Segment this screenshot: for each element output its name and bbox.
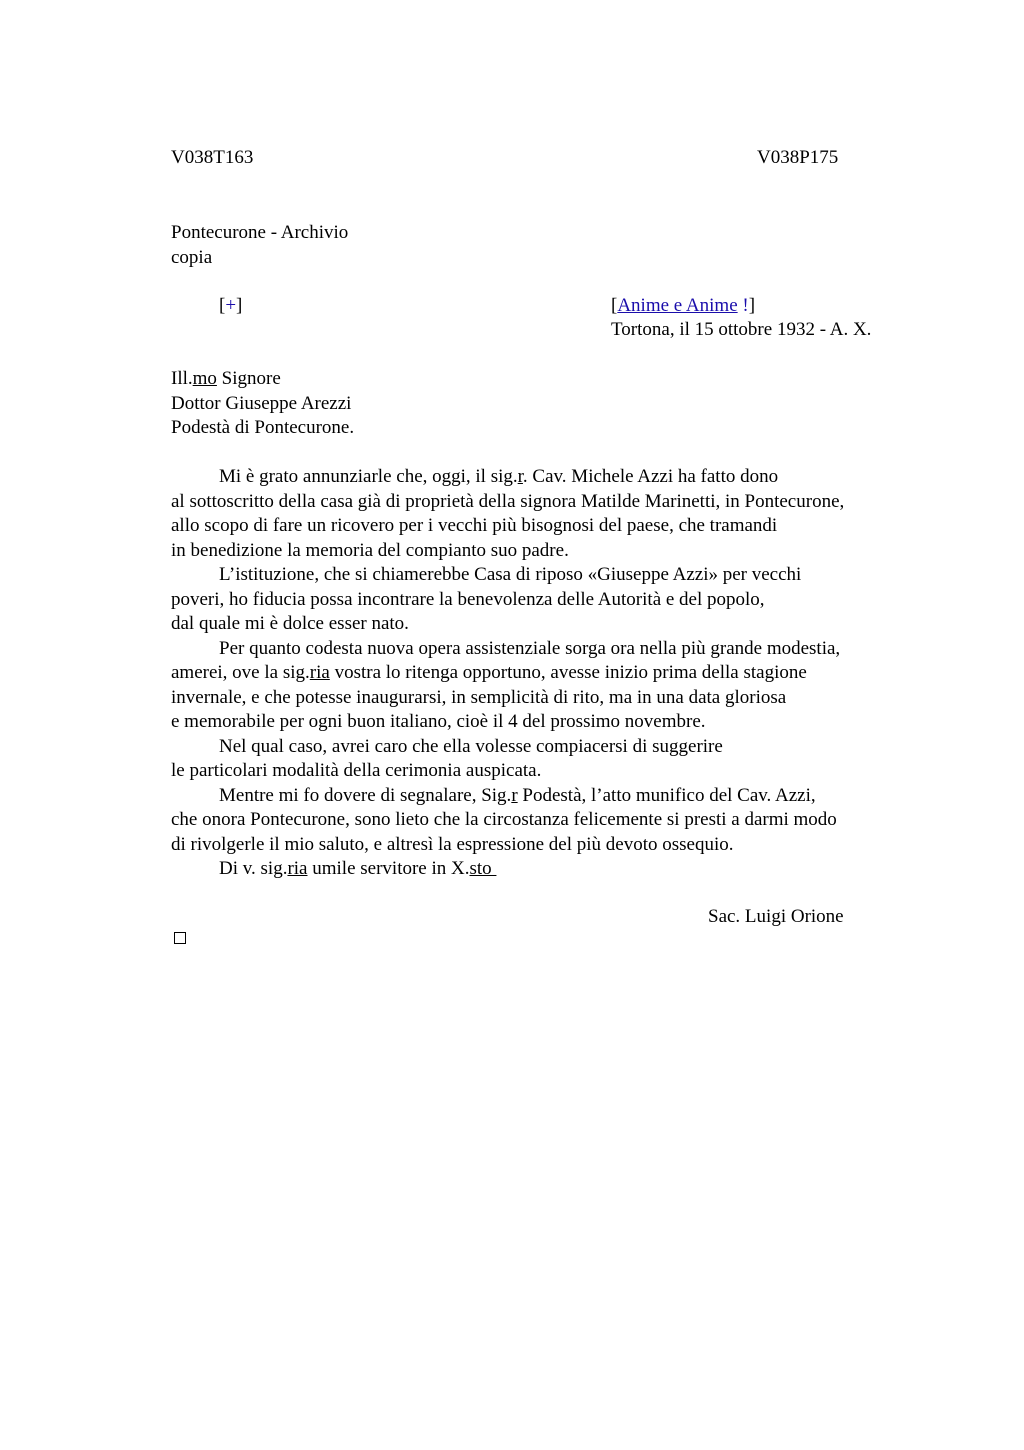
- body-line: L’istituzione, che si chiamerebbe Casa di riposo «Giuseppe Azzi» per vecchi: [219, 564, 802, 585]
- addressee-title-prefix: Ill.: [171, 368, 193, 389]
- bracket-open: [: [219, 295, 226, 316]
- text-run: vostra lo ritenga opportuno, avesse inizio prima della stagione: [329, 662, 807, 683]
- text-run: Podestà, l’atto munifico del Cav. Azzi,: [517, 784, 816, 806]
- expand-link[interactable]: +: [225, 295, 237, 316]
- body-line: che onora Pontecurone, sono lieto che la circostanza felicemente si presti a darmi modo: [171, 809, 837, 830]
- text-run: . Cav. Michele Azzi ha fatto dono: [522, 466, 779, 487]
- text-run: Di v. sig.: [219, 858, 288, 879]
- expand-link-group: [219, 294, 242, 319]
- text-run: amerei, ove la sig.: [171, 662, 310, 683]
- text-run: Mentre mi fo dovere di segnalare, Sig.: [219, 784, 512, 806]
- letter-body: [171, 465, 844, 882]
- body-line: al sottoscritto della casa già di proprietà della signora Matilde Marinetti, in Pontecurone,: [171, 490, 845, 512]
- body-line: [171, 784, 844, 809]
- body-line: le particolari modalità della cerimonia auspicata.: [171, 760, 542, 781]
- archive-location: Pontecurone - Archivio: [171, 222, 349, 243]
- checkbox-icon: [174, 932, 186, 944]
- body-line: di rivolgerle il mio saluto, e altresì la espressione del più devoto ossequio.: [171, 833, 734, 855]
- addressee-title-suffix: Signore: [216, 368, 281, 389]
- abbr-run: r: [517, 466, 523, 487]
- text-run: umile servitore in X.: [307, 858, 470, 879]
- bracket-close: ]: [236, 295, 243, 316]
- bracket-open: [: [611, 295, 618, 316]
- dateline: Tortona, il 15 ottobre 1932 - A. X.: [611, 319, 872, 340]
- addressee-title-abbr: mo: [192, 368, 217, 389]
- anime-link-group: [611, 294, 755, 319]
- archive-copy-label: copia: [171, 246, 213, 268]
- body-line: in benedizione la memoria del compianto suo padre.: [171, 539, 569, 561]
- body-line: [171, 661, 844, 686]
- body-line: allo scopo di fare un ricovero per i vecchi più bisognosi del paese, che tramandi: [171, 515, 778, 536]
- body-line: dal quale mi è dolce esser nato.: [171, 613, 409, 634]
- body-line: Per quanto codesta nuova opera assistenziale sorga ora nella più grande modestia,: [219, 637, 841, 659]
- body-line: Nel qual caso, avrei caro che ella volesse compiacersi di suggerire: [219, 735, 723, 757]
- document-code-left: V038T163: [171, 147, 254, 168]
- addressee-title: [171, 367, 354, 392]
- document-code-right: V038P175: [757, 147, 839, 168]
- abbr-run: ria: [287, 858, 308, 879]
- closing-line: [171, 857, 844, 882]
- abbr-run: sto: [469, 858, 497, 879]
- text-run: Mi è grato annunziarle che, oggi, il sig.: [219, 466, 518, 487]
- archive-block: [171, 221, 348, 270]
- addressee-role: Podestà di Pontecurone.: [171, 417, 355, 438]
- abbr-run: ria: [309, 662, 330, 683]
- exclamation-link[interactable]: !: [742, 295, 749, 316]
- body-line: [171, 465, 844, 490]
- signature: Sac. Luigi Orione: [708, 906, 844, 927]
- anime-e-anime-link[interactable]: Anime e Anime: [617, 295, 738, 316]
- addressee-block: [171, 367, 354, 441]
- abbr-run: r: [511, 784, 518, 806]
- bracket-close: ]: [748, 295, 756, 316]
- addressee-name: Dottor Giuseppe Arezzi: [171, 392, 352, 414]
- body-line: poveri, ho fiducia possa incontrare la benevolenza delle Autorità e del popolo,: [171, 588, 765, 610]
- body-line: invernale, e che potesse inaugurarsi, in semplicità di rito, ma in una data gloriosa: [171, 686, 787, 708]
- body-line: e memorabile per ogni buon italiano, cioè il 4 del prossimo novembre.: [171, 711, 706, 732]
